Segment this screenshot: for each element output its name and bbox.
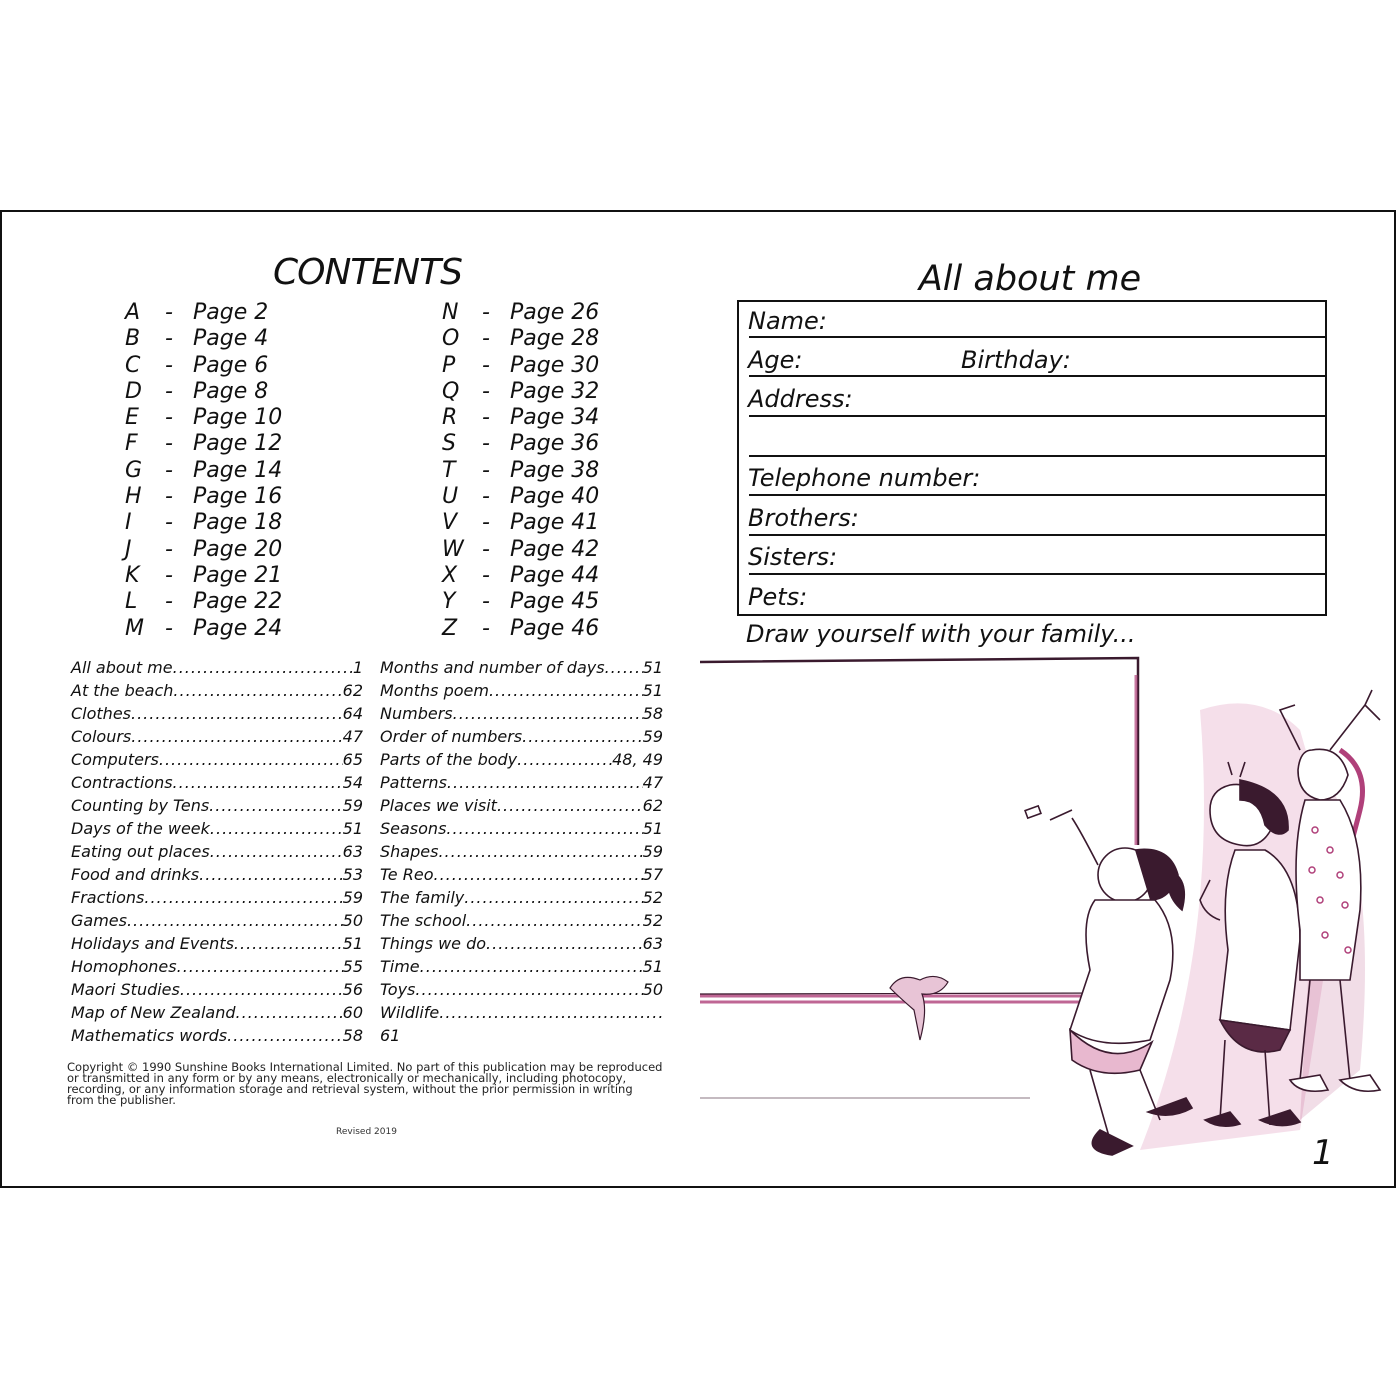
index-page-number: 59 [342,796,363,815]
index-leader-dots [453,702,643,725]
index-page-number: 53 [342,865,363,884]
index-leader-dots [210,817,343,840]
letter-row [125,616,345,642]
about-me-form [737,300,1327,616]
index-page-number: 51 [642,957,663,976]
index-row [71,909,363,932]
letter-label: H [125,484,142,510]
index-topic: The family [380,888,465,907]
letter-label: Y [442,589,456,615]
letter-row [125,431,345,457]
index-page-number: 58 [342,1026,363,1045]
address-line-2[interactable] [749,455,1325,457]
index-page-number: 51 [642,658,663,677]
letter-row [125,326,345,352]
index-page-number: 1 [352,658,363,677]
letter-label: G [125,457,143,483]
letter-label: Z [442,615,458,641]
index-row [380,817,663,840]
letter-dash: - [482,457,490,483]
letter-page: Page 16 [193,484,283,510]
index-topic: Days of the week [71,819,210,838]
letter-page: Page 21 [193,562,283,588]
letter-row [442,353,662,379]
draw-caption: Draw yourself with your family... [746,620,1136,648]
letter-label: O [442,326,460,352]
letter-dash: - [165,326,173,352]
index-topic: Parts of the body [380,750,518,769]
index-topic: Months poem [380,681,489,700]
index-row [71,1024,363,1047]
index-leader-dots [447,771,643,794]
index-leader-dots [234,932,343,955]
index-leader-dots [433,863,642,886]
index-page-number: 62 [642,796,663,815]
letter-row [125,353,345,379]
letter-page: Page 2 [193,300,269,325]
letter-label: P [442,352,456,378]
index-page-number: 50 [342,911,363,930]
index-topic: Computers [71,750,159,769]
index-row [71,748,363,771]
letter-row [442,616,662,642]
revised-note: Revised 2019 [336,1127,397,1137]
about-title: All about me [918,259,1142,299]
letter-label: U [442,484,459,510]
letter-row [125,405,345,431]
index-topic: Colours [71,727,132,746]
index-row [71,886,363,909]
letter-dash: - [165,484,173,510]
index-topic: Numbers [380,704,453,723]
letter-page: Page 38 [510,457,600,483]
letter-label: F [125,431,138,457]
letter-dash: - [482,484,490,510]
letter-page: Page 28 [510,326,600,352]
letter-label: C [125,352,141,378]
index-row [71,978,363,1001]
index-page-number: 51 [642,819,663,838]
letter-dash: - [165,536,173,562]
index-row [380,702,663,725]
brothers-label: Brothers: [748,504,859,532]
index-topic: Order of numbers [380,727,523,746]
index-row [380,679,663,702]
letter-page: Page 46 [510,615,600,641]
index-row [71,725,363,748]
index-row [71,771,363,794]
letter-page: Page 26 [510,300,600,325]
index-leader-dots [439,1001,663,1024]
cloth-icon [890,976,948,1040]
index-leader-dots [415,978,642,1001]
letter-page: Page 20 [193,536,283,562]
index-topic: Eating out places [71,842,210,861]
index-leader-dots [173,679,342,702]
letter-dash: - [165,510,173,536]
index-page-number: 52 [642,911,663,930]
letter-dash: - [165,457,173,483]
index-page-number: 47 [642,773,663,792]
index-leader-dots [199,863,343,886]
index-topic: Seasons [380,819,447,838]
index-row [71,679,363,702]
page-number: 1 [1312,1133,1334,1173]
letter-page: Page 6 [193,352,269,378]
pets-label: Pets: [748,583,808,611]
letter-dash: - [482,431,490,457]
index-page-number: 47 [342,727,363,746]
letter-label: T [442,457,456,483]
index-leader-dots [420,955,643,978]
index-topic: Wildlife [380,1003,440,1022]
letter-page: Page 4 [193,326,269,352]
letter-row [442,484,662,510]
letter-dash: - [482,615,490,641]
index-row [380,863,663,886]
letter-row [442,510,662,536]
index-topic: The school [380,911,467,930]
letter-page: Page 45 [510,589,600,615]
index-leader-dots [522,725,643,748]
index-topic: Shapes [380,842,439,861]
letter-dash: - [482,536,490,562]
letter-dash: - [482,510,490,536]
index-topic: Maori Studies [71,980,180,999]
letter-page: Page 24 [193,615,283,641]
letter-row [125,589,345,615]
letter-dash: - [165,615,173,641]
index-leader-dots [131,725,342,748]
index-row [71,656,363,679]
index-topic: Mathematics words [71,1026,228,1045]
letter-row [442,326,662,352]
index-row [71,863,363,886]
index-page-number: 51 [342,934,363,953]
index-leader-dots [446,817,642,840]
index-topic: Time [380,957,420,976]
index-row [380,886,663,909]
age-birthday-line[interactable] [749,375,1325,377]
index-leader-dots [173,656,353,679]
letter-dash: - [165,378,173,404]
index-topic: Months and number of days [380,658,605,677]
letter-label: J [125,536,132,562]
index-leader-dots [489,679,643,702]
index-topic: Counting by Tens [71,796,210,815]
letter-page: Page 36 [510,431,600,457]
letter-dash: - [482,562,490,588]
letter-label: A [125,300,141,325]
index-page-number: 48, 49 [612,750,663,769]
index-leader-dots [210,840,343,863]
index-leader-dots [180,978,343,1001]
letter-label: B [125,326,141,352]
brothers-line[interactable] [749,534,1325,536]
letter-dash: - [482,352,490,378]
index-leader-dots [497,794,643,817]
letter-page: Page 44 [510,562,600,588]
index-leader-dots [131,702,343,725]
letter-label: N [442,300,459,325]
letter-row [125,379,345,405]
index-page-number: 59 [642,727,663,746]
telephone-label: Telephone number: [748,464,981,492]
address-line-1[interactable] [749,415,1325,417]
index-topic: Te Reo [380,865,434,884]
index-row [380,1024,663,1047]
letter-dash: - [482,326,490,352]
index-row [380,955,663,978]
index-topic: Clothes [71,704,131,723]
index-topic: At the beach [71,681,174,700]
index-row [380,932,663,955]
letter-row [125,300,345,326]
index-row [71,1001,363,1024]
index-row [71,794,363,817]
index-row [71,955,363,978]
letter-row [125,510,345,536]
index-page-number: 55 [342,957,363,976]
index-page-number: 62 [342,681,363,700]
letter-row [442,300,662,326]
letter-page: Page 14 [193,457,283,483]
index-leader-dots [227,1024,343,1047]
index-leader-dots [144,886,342,909]
index-row [380,748,663,771]
index-row [380,840,663,863]
index-topic: Food and drinks [71,865,200,884]
index-leader-dots [177,955,343,978]
letter-page: Page 10 [193,405,283,431]
sisters-line[interactable] [749,573,1325,575]
letter-label: V [442,510,458,536]
index-page-number: 54 [342,773,363,792]
index-leader-dots [236,1001,343,1024]
letter-index-right [442,300,662,642]
telephone-line[interactable] [749,494,1325,496]
index-topic: 61 [380,1026,401,1045]
letter-dash: - [482,405,490,431]
name-line[interactable] [749,336,1325,338]
children-drawing-illustration [700,650,1392,1175]
address-label: Address: [748,385,853,413]
index-row [380,978,663,1001]
index-page-number: 56 [342,980,363,999]
letter-row [125,484,345,510]
letter-dash: - [165,431,173,457]
letter-index-left [125,300,345,642]
index-topic: Homophones [71,957,177,976]
index-page-number: 58 [642,704,663,723]
letter-dash: - [482,378,490,404]
letter-row [442,537,662,563]
index-row [380,909,663,932]
index-row [71,702,363,725]
letter-row [442,405,662,431]
letter-page: Page 18 [193,510,283,536]
letter-row [125,537,345,563]
index-leader-dots [209,794,342,817]
letter-row [442,431,662,457]
index-page-number: 50 [642,980,663,999]
letter-page: Page 42 [510,536,600,562]
index-topic: Map of New Zealand [71,1003,236,1022]
letter-label: X [442,562,458,588]
index-topic: Toys [380,980,416,999]
index-page-number: 63 [642,934,663,953]
index-topic: Places we visit [380,796,497,815]
letter-row [442,458,662,484]
letter-row [442,563,662,589]
index-leader-dots [486,932,643,955]
sisters-label: Sisters: [748,543,838,571]
letter-dash: - [165,589,173,615]
index-page-number: 57 [642,865,663,884]
index-row [380,771,663,794]
index-topic: Patterns [380,773,447,792]
letter-label: D [125,378,142,404]
letter-dash: - [165,562,173,588]
letter-label: S [442,431,456,457]
age-label: Age: [748,346,803,374]
index-topic: Things we do [380,934,487,953]
letter-page: Page 40 [510,484,600,510]
letter-page: Page 41 [510,510,600,536]
letter-page: Page 12 [193,431,283,457]
index-topic: Contractions [71,773,173,792]
index-page-number: 52 [642,888,663,907]
letter-row [442,589,662,615]
letter-dash: - [165,405,173,431]
letter-label: R [442,405,458,431]
letter-label: W [442,536,464,562]
index-topic: Games [71,911,127,930]
letter-row [125,458,345,484]
letter-label: E [125,405,139,431]
index-page-number: 63 [342,842,363,861]
index-row [380,725,663,748]
copyright-notice: Copyright © 1990 Sunshine Books International Limited. No part of this publication may be reproduced or transmitted in any form or by any means, electronically or mechanically, including photocopy, recording, or any information storage and retrieval system, without the prior permission in writing from the publisher. [67,1060,663,1107]
index-leader-dots [517,748,612,771]
letter-row [125,563,345,589]
topic-index-right [380,656,663,1047]
birthday-label: Birthday: [961,346,1071,374]
index-row [380,794,663,817]
index-row [380,656,663,679]
index-leader-dots [605,656,643,679]
index-page-number: 51 [342,819,363,838]
letter-page: Page 22 [193,589,283,615]
index-page-number: 65 [342,750,363,769]
letter-label: Q [442,378,460,404]
index-page-number: 59 [342,888,363,907]
index-row [71,817,363,840]
index-topic: All about me [71,658,173,677]
index-page-number: 60 [342,1003,363,1022]
index-leader-dots [127,909,343,932]
letter-row [442,379,662,405]
board-edge [700,658,1138,845]
letter-dash: - [165,300,173,325]
letter-label: L [125,589,138,615]
contents-title: CONTENTS [273,252,462,293]
index-topic: Fractions [71,888,145,907]
letter-page: Page 32 [510,378,600,404]
index-row [71,840,363,863]
index-row [71,932,363,955]
letter-dash: - [482,589,490,615]
letter-label: K [125,562,140,588]
index-row [380,1001,663,1024]
index-leader-dots [173,771,343,794]
index-page-number: 51 [642,681,663,700]
index-page-number: 59 [642,842,663,861]
index-topic: Holidays and Events [71,934,234,953]
index-leader-dots [159,748,343,771]
index-leader-dots [466,909,643,932]
index-leader-dots [464,886,642,909]
index-page-number: 64 [342,704,363,723]
letter-dash: - [482,300,490,325]
name-label: Name: [748,307,827,335]
letter-dash: - [165,352,173,378]
letter-label: I [125,510,132,536]
letter-page: Page 8 [193,378,269,404]
topic-index-left [71,656,363,1047]
letter-page: Page 30 [510,352,600,378]
letter-label: M [125,615,144,641]
letter-page: Page 34 [510,405,600,431]
index-leader-dots [438,840,642,863]
